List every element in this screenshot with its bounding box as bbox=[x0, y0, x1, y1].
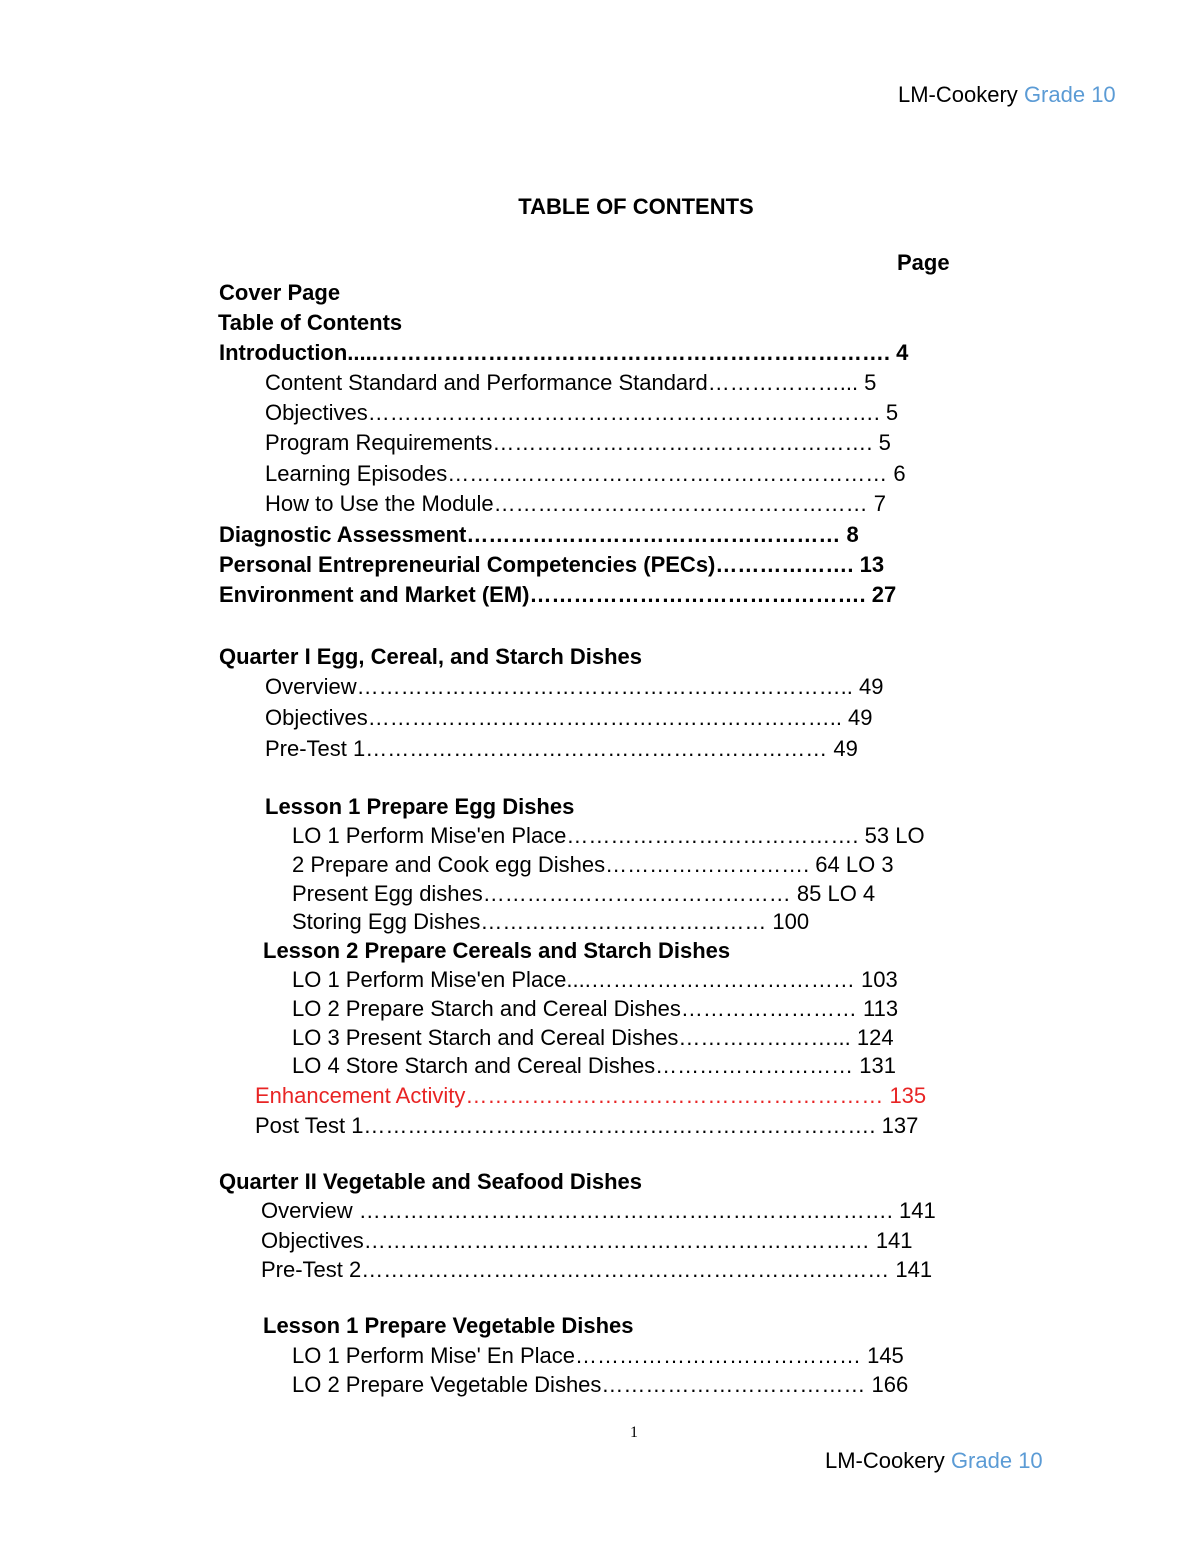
toc-entry[interactable]: How to Use the Module…………………………………………… 7 bbox=[265, 491, 887, 516]
toc-entry[interactable]: LO 3 Present Starch and Cereal Dishes…………………... 124 bbox=[292, 1025, 894, 1050]
header-title: LM-Cookery bbox=[898, 82, 1018, 107]
toc-entry[interactable]: Diagnostic Assessment…………………………………………… 8 bbox=[219, 522, 859, 547]
toc-entry[interactable]: LO 4 Store Starch and Cereal Dishes……………………… 131 bbox=[292, 1053, 897, 1078]
toc-section-heading[interactable]: Quarter I Egg, Cereal, and Starch Dishes bbox=[219, 644, 643, 669]
toc-entry[interactable]: Learning Episodes…………………………………………………… 6 bbox=[265, 461, 906, 486]
toc-lesson-heading[interactable]: Lesson 1 Prepare Egg Dishes bbox=[265, 794, 575, 819]
toc-entry[interactable]: Content Standard and Performance Standard………………... 5 bbox=[265, 370, 877, 395]
toc-entry[interactable]: Cover Page bbox=[219, 280, 341, 305]
toc-entry[interactable]: Introduction.....……………………………………………………………. 4 bbox=[219, 340, 909, 365]
page-column-label: Page bbox=[897, 250, 950, 275]
toc-entry[interactable]: LO 2 Prepare Starch and Cereal Dishes…………………… 113 bbox=[292, 996, 899, 1021]
footer-title: LM-Cookery bbox=[825, 1448, 945, 1473]
toc-entry[interactable]: 2 Prepare and Cook egg Dishes………………………. 64 LO 3 bbox=[292, 852, 894, 877]
toc-entry[interactable]: Objectives……………………………………………………….. 49 bbox=[265, 705, 873, 730]
toc-entry[interactable]: Table of Contents bbox=[218, 310, 403, 335]
toc-entry[interactable]: Post Test 1……………………………………………………………. 137 bbox=[255, 1113, 919, 1138]
toc-lesson-heading[interactable]: Lesson 1 Prepare Vegetable Dishes bbox=[263, 1313, 634, 1338]
toc-entry[interactable]: Program Requirements……………………………………………. 5 bbox=[265, 430, 891, 455]
toc-entry[interactable]: Environment and Market (EM)………………………………………. 27 bbox=[219, 582, 897, 607]
toc-section-heading[interactable]: Quarter II Vegetable and Seafood Dishes bbox=[219, 1169, 643, 1194]
toc-entry[interactable]: Pre-Test 1……………………………………………………… 49 bbox=[265, 736, 858, 761]
toc-lesson-heading[interactable]: Lesson 2 Prepare Cereals and Starch Dishes bbox=[263, 938, 731, 963]
toc-entry[interactable]: Present Egg dishes…………………………………… 85 LO 4 bbox=[292, 881, 876, 906]
toc-entry[interactable]: Objectives……………………………………………………………. 5 bbox=[265, 400, 899, 425]
toc-entry[interactable]: LO 1 Perform Mise'en Place…………………………………. 53 LO bbox=[292, 823, 925, 848]
toc-entry[interactable]: LO 1 Perform Mise' En Place………………………………… 145 bbox=[292, 1343, 904, 1368]
toc-entry[interactable]: LO 2 Prepare Vegetable Dishes……………………………… 166 bbox=[292, 1372, 909, 1397]
toc-entry[interactable]: Objectives…………………………………………………………… 141 bbox=[261, 1228, 913, 1253]
toc-entry[interactable]: Overview ………………………………………………………………. 141 bbox=[261, 1198, 936, 1223]
toc-entry[interactable]: LO 1 Perform Mise'en Place....……………………………… 103 bbox=[292, 967, 898, 992]
toc-entry-highlighted[interactable]: Enhancement Activity………………………………………………… 135 bbox=[255, 1083, 927, 1108]
toc-entry[interactable]: Storing Egg Dishes………………………………… 100 bbox=[292, 909, 810, 934]
footer-grade: Grade 10 bbox=[950, 1448, 1043, 1473]
header-grade: Grade 10 bbox=[1023, 82, 1116, 107]
toc-entry[interactable]: Personal Entrepreneurial Competencies (PECs)………………. 13 bbox=[219, 552, 885, 577]
footer-running-title bbox=[825, 1448, 1043, 1474]
toc-entry[interactable]: Overview………………………………………………………….. 49 bbox=[265, 674, 884, 699]
toc-entry[interactable]: Pre-Test 2……………………………………………………………… 141 bbox=[261, 1257, 933, 1282]
page-number: 1 bbox=[630, 1424, 638, 1441]
header-running-title bbox=[898, 82, 1116, 108]
toc-title: TABLE OF CONTENTS bbox=[518, 194, 754, 219]
